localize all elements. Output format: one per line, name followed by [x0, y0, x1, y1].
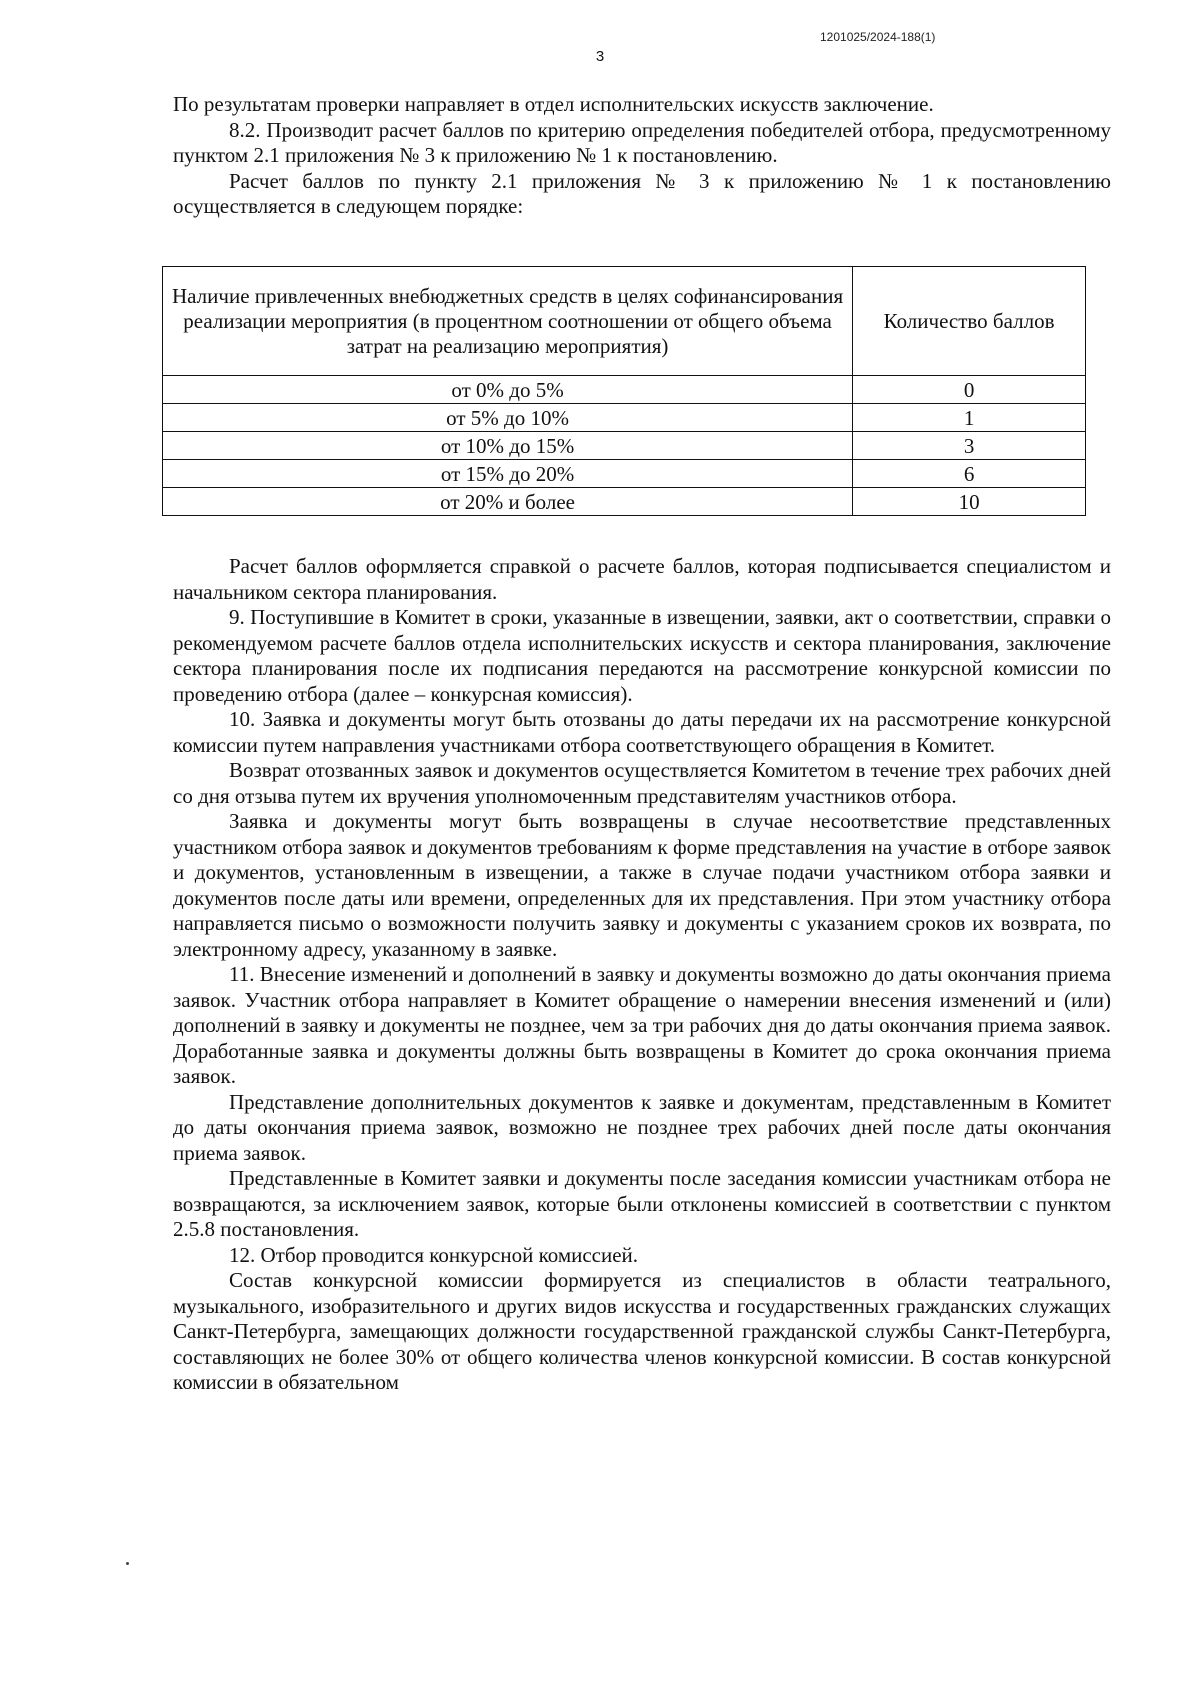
table-cell-points: 1 [853, 404, 1086, 432]
paragraph: 12. Отбор проводится конкурсной комиссией. [229, 1242, 639, 1267]
paragraph: 9. Поступившие в Комитет в сроки, указанные в извещении, заявки, акт о соответствии, справки о рекомендуемом расчете баллов отдела исполнительских искусств и сектора планирования, заключение сектора планирования после их подписания передаются на рассмотрение конкурсной комиссии по проведению отбора (далее – конкурсная комиссия). [173, 605, 1111, 706]
table-row [163, 376, 1086, 404]
table-cell-points: 0 [853, 376, 1086, 404]
page-number: 3 [595, 48, 605, 65]
table-cell-range: от 20% и более [163, 488, 853, 516]
paragraph: Возврат отозванных заявок и документов осуществляется Комитетом в течение трех рабочих дней со дня отзыва путем их вручения уполномоченным представителям участников отбора. [173, 758, 1111, 808]
table-header-row [163, 267, 1086, 376]
table-cell-points: 6 [853, 460, 1086, 488]
table-cell-points: 3 [853, 432, 1086, 460]
table-row [163, 460, 1086, 488]
paragraph: Представление дополнительных документов к заявке и документам, представленным в Комитет до даты окончания приема заявок, возможно не позднее трех рабочих дней после даты окончания приема заявок. [173, 1089, 1111, 1165]
main-text [173, 554, 1111, 1396]
scan-speck [126, 1562, 129, 1565]
points-table [162, 266, 1086, 516]
table-header-points: Количество баллов [853, 267, 1086, 376]
paragraph: По результатам проверки направляет в отдел исполнительских искусств заключение. [173, 92, 934, 116]
intro-text [173, 92, 1111, 220]
table-row [163, 404, 1086, 432]
paragraph: Представленные в Комитет заявки и документы после заседания комиссии участникам отбора не возвращаются, за исключением заявок, которые были отклонены комиссией в соответствии с пунктом 2.5.8 постановления. [173, 1166, 1111, 1241]
paragraph: Расчет баллов оформляется справкой о расчете баллов, которая подписывается специалистом и начальником сектора планирования. [173, 554, 1111, 604]
table-cell-points: 10 [853, 488, 1086, 516]
paragraph: 8.2. Производит расчет баллов по критерию определения победителей отбора, предусмотренному пунктом 2.1 приложения № 3 к приложению № 1 к постановлению. [173, 117, 1111, 167]
table-cell-range: от 15% до 20% [163, 460, 853, 488]
table-header-criterion: Наличие привлеченных внебюджетных средств в целях софинансирования реализации мероприятия (в процентном соотношении от общего объема затрат на реализацию мероприятия) [163, 267, 853, 376]
table-cell-range: от 0% до 5% [163, 376, 853, 404]
paragraph: 10. Заявка и документы могут быть отозваны до даты передачи их на рассмотрение конкурсной комиссии путем направления участниками отбора соответствующего обращения в Комитет. [173, 707, 1111, 757]
table-cell-range: от 10% до 15% [163, 432, 853, 460]
table-row [163, 488, 1086, 516]
document-id: 1201025/2024-188(1) [820, 30, 936, 44]
paragraph: Состав конкурсной комиссии формируется из специалистов в области театрального, музыкального, изобразительного и других видов искусства и государственных гражданских служащих Санкт-Петербурга, замещающих должности государственной гражданской службы Санкт-Петербурга, составляющих не более 30% от общего количества членов конкурсной комиссии. В состав конкурсной комиссии в обязательном [173, 1268, 1111, 1394]
paragraph: Расчет баллов по пункту 2.1 приложения № 3 к приложению № 1 к постановлению осуществляется в следующем порядке: [173, 168, 1111, 218]
table-cell-range: от 5% до 10% [163, 404, 853, 432]
paragraph: Заявка и документы могут быть возвращены в случае несоответствие представленных участником отбора заявок и документов требованиям к форме представления на участие в отборе заявок и документов, установленным в извещении, а также в случае подачи участником отбора заявки и документов после даты или времени, определенных для их представления. При этом участнику отбора направляется письмо о возможности получить заявку и документы с указанием сроков их возврата, по электронному адресу, указанному в заявке. [173, 809, 1111, 961]
paragraph: 11. Внесение изменений и дополнений в заявку и документы возможно до даты окончания приема заявок. Участник отбора направляет в Комитет обращение о намерении внесения изменений и (или) дополнений в заявку и документы не позднее, чем за три рабочих дня до даты окончания приема заявок. Доработанные заявка и документы должны быть возвращены в Комитет до срока окончания приема заявок. [173, 962, 1111, 1088]
table-row [163, 432, 1086, 460]
